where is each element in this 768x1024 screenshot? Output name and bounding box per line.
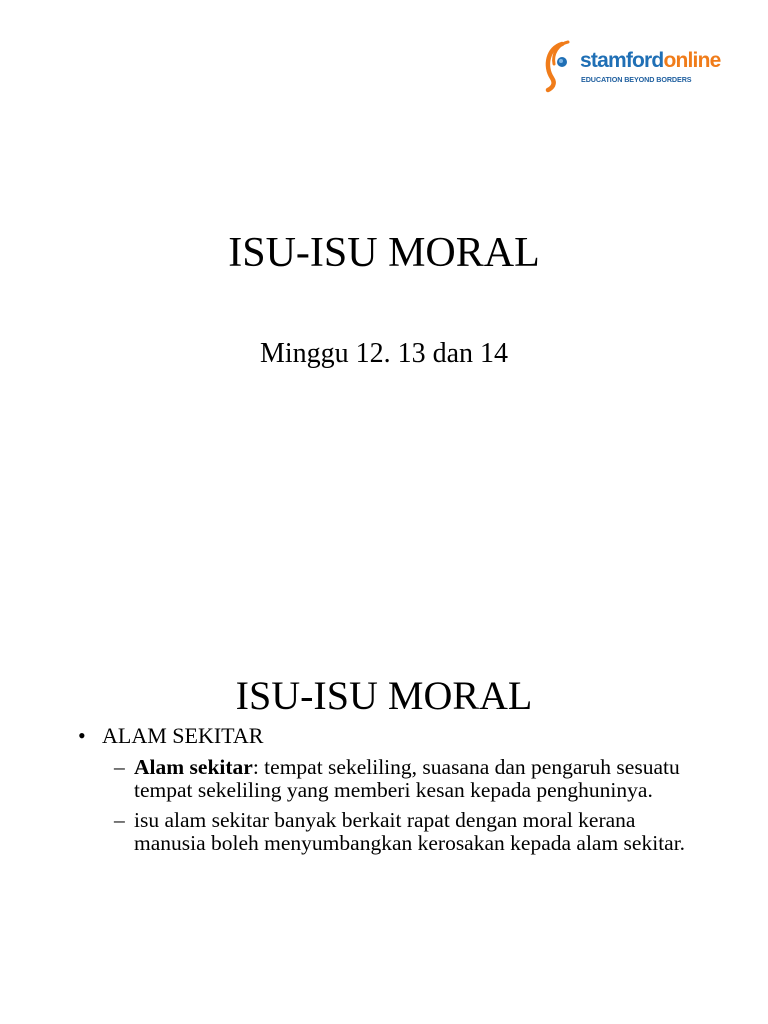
bullet-dot-icon: • [78, 723, 86, 748]
sub-bullet-definition [102, 756, 698, 801]
dash-icon: – [114, 808, 125, 832]
logo-wordmark [580, 50, 720, 71]
logo-word-online: online [663, 49, 721, 72]
sub-bullet-text [134, 756, 698, 801]
stamfordonline-logo [538, 38, 738, 94]
definition-text: : tempat sekeliling, suasana dan pengaruh sesuatu tempat sekeliling yang memberi kesan kepada penghuninya. [134, 755, 680, 802]
logo-word-stamford: stamford [580, 49, 664, 72]
bullet-text: ALAM SEKITAR [102, 723, 264, 748]
sub-bullet-isu [102, 809, 698, 854]
slide1-subtitle: Minggu 12. 13 dan 14 [259, 338, 509, 369]
logo-tagline: EDUCATION BEYOND BORDERS [581, 75, 692, 84]
stamford-swirl-icon [538, 38, 582, 94]
slide2-title: ISU-ISU MORAL [235, 673, 533, 718]
sub-bullet-text [134, 809, 698, 854]
term-bold: Alam sekitar [134, 755, 253, 779]
isu-text: isu alam sekitar banyak berkait rapat dengan moral kerana manusia boleh menyumbangkan kerosakan kepada alam sekitar. [134, 808, 686, 855]
dash-icon: – [114, 755, 125, 779]
bullet-item-alam-sekitar [78, 723, 698, 854]
slide1-title: ISU-ISU MORAL [228, 230, 540, 276]
bullet-list [78, 723, 698, 862]
sub-bullet-list [102, 756, 698, 854]
